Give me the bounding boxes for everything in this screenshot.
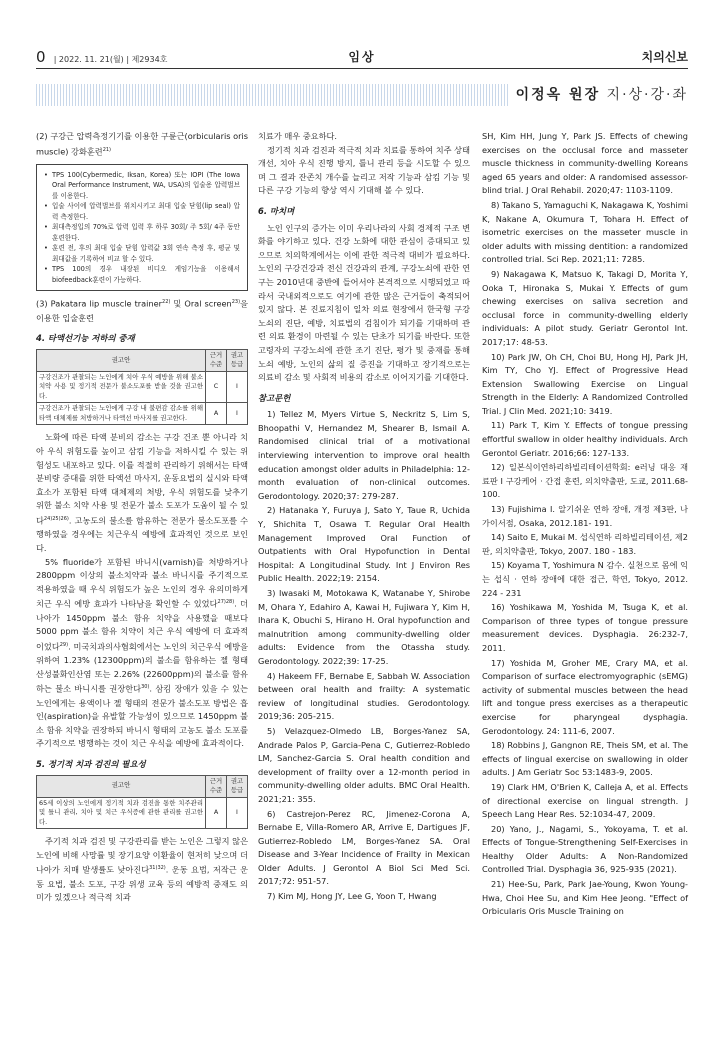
recommendation-table-4 [36, 349, 248, 426]
section-6-heading: 6. 마치며 [258, 205, 295, 216]
body-paragraph: 노화에 따른 타액 분비의 감소는 구강 건조 뿐 아니라 치아 우식 위험도를 높이고 삼킴 기능을 저하시킬 수 있는 위험성도 내포하고 있다. 이를 적절히 관리하기 위해서는 타액 분비량 증대를 위한 타액선 마사지, 운동요법의 실시와 타액 효소가 포함된 타액 대체제의 처방, 우식 위험도를 낮추기 위한 불소 치약 사용 및 전문가 불소 도포가 도움이 될 수 있다$^{24)25)26)}$. 고농도의 불소를 함유하는 전문가 불소도포를 수행하였을 경우에는 치근우식 예방에 효과적인 것으로 보인다. [36, 432, 248, 553]
reference-item: SH, Kim HH, Jung Y, Park JS. Effects of chewing exercises on the occlusal force and masseter muscle thickness in community-dwelling Koreans aged 65 years and older: A randomised assessor-blind trial. J Oral Rehabil. 2020;47: 1103-1109. [482, 131, 688, 196]
reference-item: 21) Hee-Su, Park, Park Jae-Young, Kwon Young-Hwa, Choi Hee Su, and Kim Hee Jeong. "Effect of Orbicularis Oris Muscle Training on [482, 879, 688, 917]
reference-item: 4) Hakeem FF, Bernabe E, Sabbah W. Association between oral health and frailty: A systematic review of longitudinal studies. Gerodontology. 2019;36: 205-215. [258, 670, 470, 722]
body-paragraph: 치료가 매우 중요하다. [258, 131, 337, 141]
column-title [508, 84, 688, 106]
reference-item: 17) Yoshida M, Groher ME, Crary MA, et al. Comparison of surface electromyographic (sEMG) activity of submental muscles between the head lift and tongue press exercises as a therapeutic exercise for pharyngeal dysphagia. Gerodontology. 24: 111-6, 2007. [482, 657, 688, 736]
issue-info: | 2022. 11. 21(월) | 제2934호 [53, 55, 168, 64]
reference-item: 19) Clark HM, O'Brien K, Calleja A, et al. Effects of directional exercise on lingual strength. J Speech Lang Hear Res. 52:1034-47, 2009. [482, 781, 688, 820]
table-header: 근거 수준 [206, 349, 227, 371]
box-item: • 입술 사이에 압력벌브를 위치시키고 최대 입술 닫힘(lip seal) 압력 측정한다. [44, 202, 240, 221]
table-header: 권고안 [37, 775, 206, 797]
body-paragraph: 주기적 치과 검진 및 구강관리를 받는 노인은 그렇지 않은 노인에 비해 사망률 및 장기요양 이환율이 현저히 낮으며 더 나아가 치매 발생률도 낮아진다$^{31)32)}$. 운동 요법, 저작근 운동 요법, 불소 도포, 구강 위생 교육 등의 예방적 중재도 의미가 있겠으나 적극적 치과 [36, 836, 248, 903]
reference-item: 20) Yano, J., Nagami, S., Yokoyama, T. et al. Effects of Tongue-Strengthening Self-Exercises in Healthy Older Adults: A Non-Randomized Controlled Trial. Dysphagia 36, 925-935 (2021). [482, 823, 688, 875]
reference-item: 12) 일본식이연하리하빌리테이션학회: e러닝 대응 재료판 I 구강케어 · 간접 훈련, 의치약출판, 도쿄, 2011.68-100. [482, 462, 688, 500]
table-row: 65세 이상의 노인에게 정기적 치과 검진을 통한 치주관리 및 틀니 관리, 치아 및 치근 우식증에 관한 관리를 권고한다. A I [37, 797, 248, 829]
reference-item: 16) Yoshikawa M, Yoshida M, Tsuga K, et al. Comparison of three types of tongue pressure measurement devices. Dysphagia. 26:232-7, 2011. [482, 602, 688, 653]
body-paragraph: 5% fluoride가 포함된 바니시(varnish)를 처방하거나 2800ppm 이상의 불소치약과 불소 바니시를 주기적으로 적용하였을 때 우식 위험도가 높은 노인의 경우 유의미하게 치근 우식 예방 효과가 나타남을 확인할 수 있었다$^{27)28)}$. 더 나아가 1450ppm 불소 함유 치약을 사용했을 때보다 5000 ppm 불소 함유 치약이 치근 우식 예방에 더 효과적이었다$^{29)}$. 미국치과의사협회에서는 노인의 치근우식 예방을 위하여 1.23% (12300ppm)의 불소를 함유하는 젤 형태 산성불화인산염 또는 2.26% (22600ppm)의 불소를 함유하는 불소 바니시를 권장한다$^{30)}$. 삼킴 장애가 있을 수 있는 노인에게는 용액이나 젤 형태의 전문가 불소도포 방법은 흡인(aspiration)을 유발할 가능성이 있으므로 1450ppm 불소 함유 치약을 권장하되 바니시 형태의 고농도 불소 도포를 주기적으로 병행하는 것이 치근 우식을 예방에 효과적이다. [36, 556, 248, 749]
reference-item: 18) Robbins J, Gangnon RE, Theis SM, et al. The effects of lingual exercise on swallowing in older adults. J Am Geriatr Soc 53:1483-9, 2005. [482, 740, 688, 778]
box-item: • TPS 100의 경우 내장된 비디오 게임기능을 이용해서 biofeedback훈련이 가능하다. [44, 265, 240, 284]
body-paragraph: 노인 인구의 증가는 이미 우리나라의 사회 경제적 구조 변화를 야기하고 있다. 건강 노화에 대한 관심이 증대되고 있으므로 치의학계에서는 이에 관한 적극적 대비가 필요하다. 노인의 구강건강과 전신 건강과의 관계, 구강노쇠에 관한 연구는 2010년대 중반에 들어서야 본격적으로 시행되었고 따라서 국내외적으로도 여기에 관한 많은 근거들이 축적되어 있지 않다. 본 진료지침이 일차 의료 현장에서 한국형 구강노쇠의 진단, 예방, 치료법의 검침이가 되기를 기대하며 관련 의료 환경이 마련될 수 있는 단초가 되기를 바란다. 또한 고령자의 구강노쇠에 관한 조기 진단, 평가 및 중재를 통해 노쇠 예방, 노인의 삶의 질 증진을 기대하고 장기적으로는 의료비 감소 및 사회적 비용의 감소로 이어지기를 기대한다. [258, 222, 470, 383]
item-3-heading: (3) Pakatara lip muscle trainer$^{22)}$ 및 Oral screen$^{23)}$을 이용한 입술훈련 [36, 299, 248, 323]
box-item: • TPS 100(Cybermedic, Iksan, Korea) 또는 IOPI (The Iowa Oral Performance Instrument, WA, USA)의 입술용 압력벌브를 이용한다. [44, 170, 240, 200]
table-header: 권고 등급 [227, 775, 248, 797]
section-name: 임상 [348, 50, 376, 64]
text-column-1 [36, 130, 248, 905]
item-2-heading: (2) 구강근 압력측정기기를 이용한 구륜근(orbicularis oris muscle) 강화훈련$^{21)}$ [36, 131, 249, 157]
column-banner [36, 84, 688, 106]
reference-item: 3) Iwasaki M, Motokawa K, Watanabe Y, Shirobe M, Ohara Y, Edahiro A, Kawai H, Fujiwara Y, Kim H, Ihara K, Obuchi S, Hirano H. Oral hypofunction and malnutrition among community-dwelling older adults: Evidence from the Otassha study. Gerodontology. 2022;39: 17-25. [258, 588, 470, 666]
reference-item: 15) Koyama T, Yoshimura N 감수. 실천으로 몸에 익는 섭식 · 연하 장애에 대한 접근, 학연, Tokyo, 2012. 224 - 231 [482, 560, 688, 598]
reference-item: 2) Hatanaka Y, Furuya J, Sato Y, Taue R, Uchida Y, Shichita T, Osawa T. Regular Oral Health Management Improved Oral Function of Outpatients with Oral Hypofunction in Dental Hospital: A Longitudinal Study. Int J Environ Res Public Health. 2022;19: 2154. [258, 505, 470, 584]
column-author: 이정옥 원장 [515, 87, 601, 103]
text-column-2 [258, 130, 470, 905]
page-header [36, 48, 688, 68]
column-series: 지·상·강·좌 [606, 87, 688, 103]
text-column-3 [482, 130, 688, 920]
table-header: 권고안 [37, 349, 206, 371]
reference-item: 8) Takano S, Yamaguchi K, Nakagawa K, Yoshimi K, Nakane A, Okumura T, Tohara H. Effect of isometric exercises on the masseter muscle in older adults with missing dentition: a randomized controlled trial. Sci Rep. 2021;11: 7285. [482, 199, 688, 265]
section-4-heading: 4. 타액선기능 저하의 중재 [36, 333, 135, 344]
box-item: • 훈련 전, 후의 최대 입술 닫힘 압력값 3회 연속 측정 후, 평균 및 최대값을 기록하여 비교 할 수 있다. [44, 244, 240, 263]
box-item: • 최대측정입의 70%로 압력 입력 후 하루 30회/ 주 5회/ 4주 동안 훈련한다. [44, 223, 240, 242]
reference-item: 6) Castrejon-Perez RC, Jimenez-Corona A, Bernabe E, Villa-Romero AR, Arrive E, Dartigues JF, Gutierrez-Robledo LM, Borges-Yanez SA. Oral Disease and 3-Year Incidence of Frailty in Mexican Older Adults. J Gerontol A Biol Sci Med Sci. 2017;72: 951-57. [258, 808, 470, 887]
reference-item: 14) Saito E, Mukai M. 섭식연하 리하빌리테이션, 제2판, 의치약출판, Tokyo, 2007. 180 - 183. [482, 532, 688, 556]
section-5-heading: 5. 정기적 치과 검진의 필요성 [36, 759, 146, 770]
table-row: 구강건조가 관찰되는 노인에게 치아 우식 예방을 위해 불소치약 사용 및 정기적 전문가 불소도포를 받을 것을 권고한다. C I [37, 371, 248, 403]
header-rule [36, 68, 688, 69]
reference-item: 13) Fujishima I. 알기쉬운 연하 장애, 개정 제3판, 나가이서점, Osaka, 2012.181- 191. [482, 504, 688, 528]
publication-name: 치의신보 [641, 50, 688, 64]
table-header: 근거 수준 [206, 775, 227, 797]
reference-item: 11) Park T, Kim Y. Effects of tongue pressing effortful swallow in older healthy individuals. Arch Gerontol Geriatr. 2016;66: 127-133. [482, 420, 688, 458]
table-row: 구강건조가 관찰되는 노인에게 구강 내 불편감 감소를 위해 타액 대체제를 처방하거나 타액선 마사지를 권고한다. A I [37, 403, 248, 425]
training-protocol-box [36, 164, 248, 292]
reference-item: 9) Nakagawa K, Matsuo K, Takagi D, Morita Y, Ooka T, Hironaka S, Mukai Y. Effects of gum chewing exercises on saliva secretion and occlusal force in community-dwelling elderly individuals: A pilot study. Geriatr Gerontol Int. 2017;17: 48-53. [482, 268, 688, 347]
reference-item: 10) Park JW, Oh CH, Choi BU, Hong HJ, Park JH, Kim TY, Cho YJ. Effect of Progressive Head Extension Swallowing Exercise on Lingual Strength in the Elderly: A Randomized Controlled Trial. J Clin Med. 2021;10: 3419. [482, 351, 688, 416]
table-header: 권고 등급 [227, 349, 248, 371]
page-number: 0 [36, 48, 46, 66]
recommendation-table-5 [36, 775, 248, 830]
reference-item: 7) Kim MJ, Hong JY, Lee G, Yoon T, Hwang [267, 891, 437, 902]
body-paragraph: 정기적 치과 검진과 적극적 치과 치료를 통하여 치주 상태 개선, 치아 우식 진행 방지, 틀니 관리 등을 시도할 수 있으며 그 결과 잔존치 개수를 늘리고 저작 기능과 삼킴 기능 및 다른 구강 기능의 향상 역시 기대해 볼 수 있다. [258, 144, 470, 196]
references-heading: 참고문헌 [258, 392, 291, 403]
reference-list [258, 408, 470, 903]
reference-item: 5) Velazquez-Olmedo LB, Borges-Yanez SA, Andrade Palos P, Garcia-Pena C, Gutierrez-Robledo LM, Sanchez-Garcia S. Oral health condition and development of frailty over a 12-month period in community-dwelling older adults. BMC Oral Health. 2021;21: 355. [258, 725, 470, 804]
reference-item: 1) Tellez M, Myers Virtue S, Neckritz S, Lim S, Bhoopathi V, Hernandez M, Shearer B, Ismail A. Randomised clinical trial of a motivational interviewing intervention to improve oral health education amongst older adults in Philadelphia: 12-month evaluation of non-clinical outcomes. Gerodontology. 2020;37: 279-287. [258, 409, 470, 501]
